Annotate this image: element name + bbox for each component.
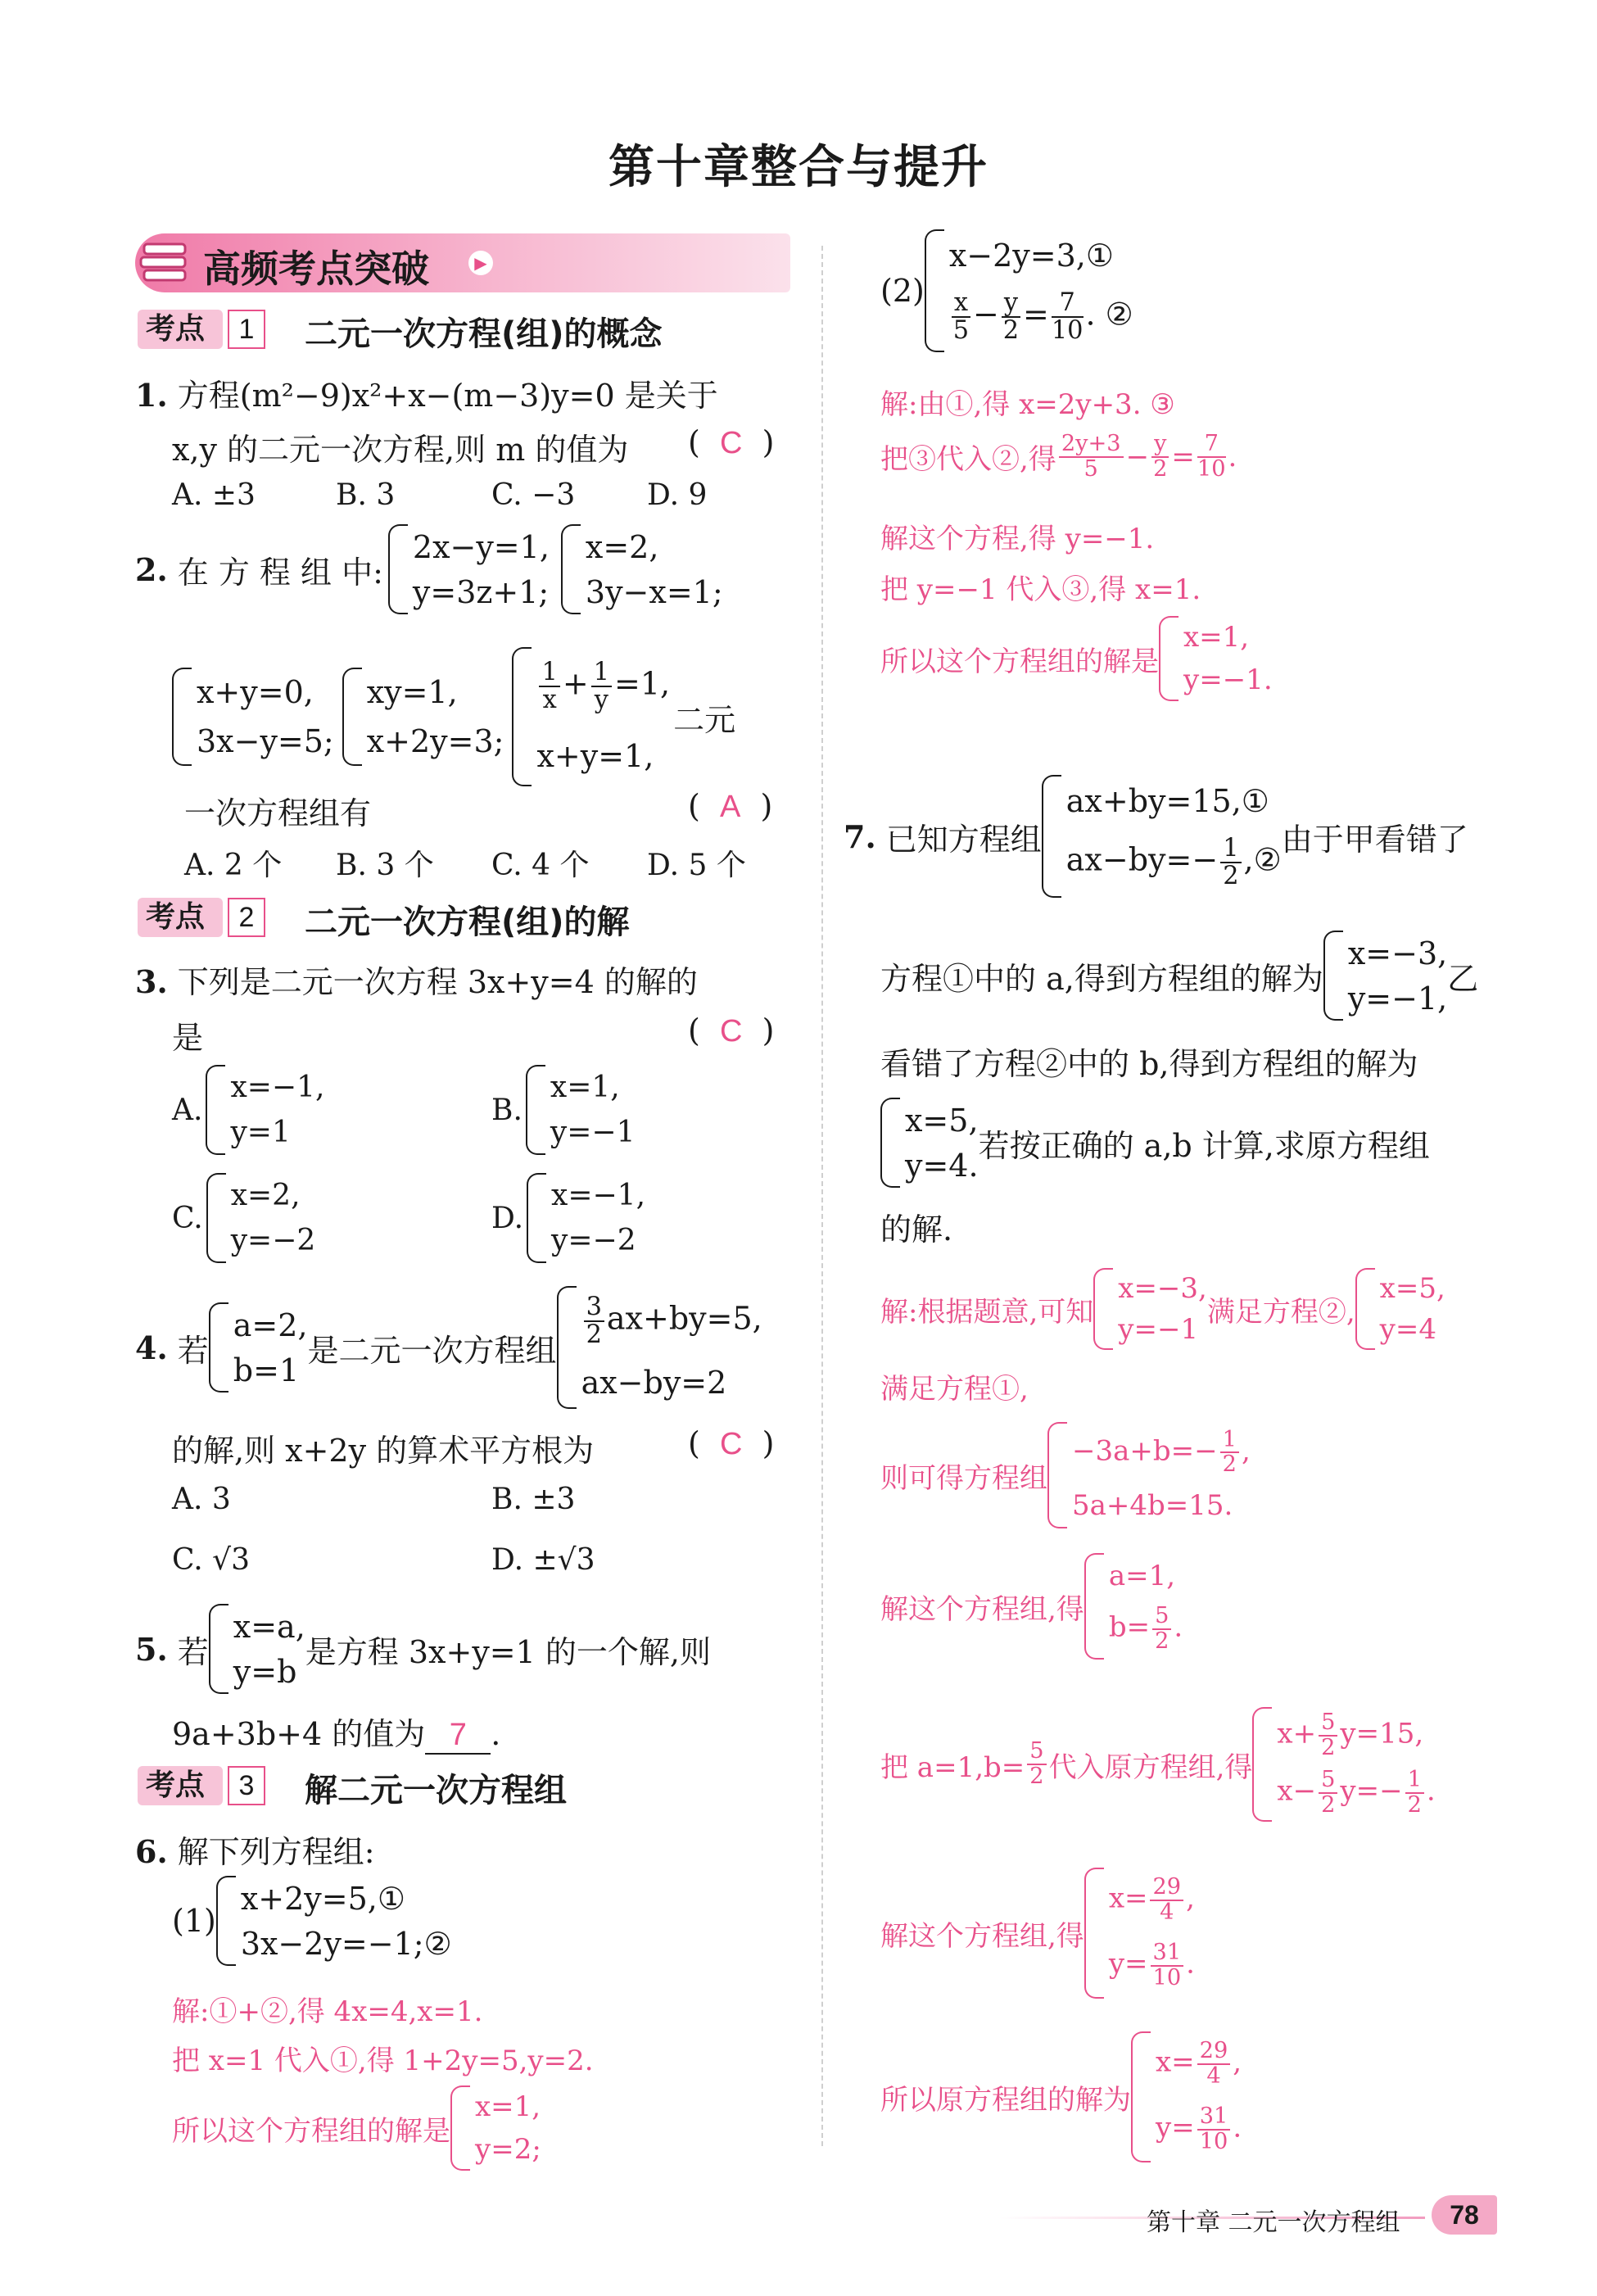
- option: B. 3: [336, 478, 396, 512]
- answer: A: [719, 790, 741, 824]
- question-7: 7. 已知方程组 ax+by=15,① ax−by=− $\frac{1}{2}$ ,② 由于甲看错了: [844, 775, 1468, 898]
- question-7-line4: x=5, y=4. 若按正确的 a,b 计算,求原方程组: [880, 1098, 1430, 1188]
- solution-line: 解:根据题意,可知 x=−3, y=−1 满足方程②, x=5, y=4: [880, 1268, 1445, 1350]
- page-number: 78: [1432, 2195, 1497, 2235]
- answer-bracket: ( C ): [688, 1425, 775, 1461]
- section-tag: 考点: [138, 1766, 223, 1805]
- column-divider: [821, 246, 823, 2146]
- solution-line: 解:由①,得 x=2y+3. ③: [880, 388, 1175, 421]
- question-5-line2: 9a+3b+4 的值为 7 .: [172, 1709, 500, 1755]
- solution-line: 解这个方程组,得 a=1, b= $\frac{5}{2}$ .: [880, 1553, 1183, 1660]
- section-tag: 考点: [138, 898, 223, 937]
- solution-line: 把 y=−1 代入③,得 x=1.: [880, 573, 1201, 606]
- option: D. x=−1, y=−2: [491, 1173, 645, 1263]
- section-title: 二元一次方程(组)的解: [305, 903, 630, 941]
- books-icon: [139, 239, 192, 287]
- equation-system: x+y=0, 3x−y=5;: [172, 668, 334, 766]
- solution-line: 解:①+②,得 4x=4,x=1.: [172, 1995, 483, 2028]
- solution-conclusion: 所以这个方程组的解是 x=1, y=−1.: [880, 616, 1273, 701]
- page-title: 第十章整合与提升: [608, 140, 989, 194]
- solution-conclusion: 所以这个方程组的解是 x=1, y=2;: [172, 2085, 541, 2171]
- solution-line: 所以原方程组的解为 x= $\frac{29}{4}$ , y= $\frac{31}{10}$ .: [880, 2031, 1242, 2162]
- option: A. x=−1, y=1: [172, 1065, 324, 1155]
- solution-line: 解这个方程,得 y=−1.: [880, 523, 1155, 555]
- solution-line: 则可得方程组 −3a+b=− $\frac{1}{2}$ , 5a+4b=15.: [880, 1422, 1251, 1528]
- answer-bracket: ( C ): [688, 424, 775, 460]
- option: B. ±3: [491, 1483, 576, 1516]
- section-tag: 考点: [138, 310, 223, 349]
- play-icon: ▶: [468, 251, 493, 275]
- footer-chapter: 第十章 二元一次方程组: [1147, 2208, 1400, 2237]
- question-7-line2: 方程①中的 a,得到方程组的解为 x=−3, y=−1, 乙: [880, 931, 1478, 1021]
- question-6-part1: (1) x+2y=5,① 3x−2y=−1;②: [172, 1876, 452, 1966]
- option: D. ±√3: [491, 1543, 595, 1577]
- solution-line: 把 a=1,b= $\frac{5}{2}$ 代入原方程组,得 x+ $\frac{5}{2}$ y=15, x− $\frac{5}{2}$ y=− $\frac{1}{2}$ .: [880, 1707, 1436, 1822]
- option: D. 5 个: [647, 849, 746, 882]
- question-1-line2: x,y 的二元一次方程,则 m 的值为: [172, 432, 629, 468]
- answer: C: [719, 1427, 743, 1461]
- answer: C: [719, 1014, 743, 1048]
- question-2-line3: 一次方程组有: [184, 795, 372, 831]
- question-3-line2: 是: [172, 1020, 204, 1056]
- question-3: 3. 下列是二元一次方程 3x+y=4 的解的: [135, 963, 698, 1000]
- equation-system: 2x−y=1, y=3z+1;: [388, 524, 550, 614]
- option: D. 9: [647, 478, 708, 512]
- question-2: 2. 在 方 程 组 中: 2x−y=1, y=3z+1; x=2, 3y−x=1;: [135, 524, 723, 614]
- equation-system: x=2, 3y−x=1;: [561, 524, 723, 614]
- solution-line: 把 x=1 代入①,得 1+2y=5,y=2.: [172, 2045, 594, 2077]
- question-5: 5. 若 x=a, y=b 是方程 3x+y=1 的一个解,则: [135, 1604, 711, 1694]
- option: C. 4 个: [491, 849, 590, 882]
- answer: C: [719, 426, 743, 460]
- section-tag-number: 2: [228, 898, 265, 937]
- question-4-line2: 的解,则 x+2y 的算术平方根为: [172, 1433, 595, 1469]
- option: C. x=2, y=−2: [172, 1173, 315, 1263]
- solution-line: 把③代入②,得 $\frac{2y+3}{5}$ − $\frac{y}{2}$ = $\frac{7}{10}$ .: [880, 431, 1237, 482]
- question-6: 6. 解下列方程组:: [135, 1833, 375, 1870]
- option: B. 3 个: [336, 849, 434, 882]
- question-7-line3: 看错了方程②中的 b,得到方程组的解为: [880, 1046, 1418, 1082]
- answer-bracket: ( A ): [688, 788, 773, 824]
- section-tag-number: 3: [228, 1766, 265, 1805]
- question-1: 1. 方程(m²−9)x²+x−(m−3)y=0 是关于: [135, 377, 718, 414]
- solution-line: 解这个方程组,得 x= $\frac{29}{4}$ , y= $\frac{31}{10}$ .: [880, 1868, 1195, 1999]
- question-2-line2: x+y=0, 3x−y=5; xy=1, x+2y=3; $\frac{1}{x}$ + $\frac{1}{y}$ =1, x+y=1, 二元: [172, 647, 735, 786]
- question-4: 4. 若 a=2, b=1 是二元一次方程组 $\frac{3}{2}$ ax+by=5, ax−by=2: [135, 1286, 762, 1409]
- section-title: 二元一次方程(组)的概念: [305, 315, 663, 353]
- answer-bracket: ( C ): [688, 1012, 775, 1048]
- section-title: 解二元一次方程组: [305, 1772, 567, 1809]
- question-6-part2: (2) x−2y=3,① $\frac{x}{5}$ − $\frac{y}{2}$ = $\frac{7}{10}$ . ②: [880, 229, 1133, 352]
- option: A. ±3: [172, 478, 256, 512]
- question-text: 方程(m²−9)x²+x−(m−3)y=0 是关于: [177, 378, 718, 414]
- option: A. 3: [172, 1483, 231, 1516]
- question-7-line5: 的解.: [880, 1211, 953, 1248]
- section-tag-number: 1: [228, 310, 265, 349]
- option: C. −3: [491, 478, 576, 512]
- option: B. x=1, y=−1: [491, 1065, 635, 1155]
- equation-system: $\frac{1}{x}$ + $\frac{1}{y}$ =1, x+y=1,: [512, 647, 670, 786]
- answer: 7: [449, 1718, 467, 1752]
- option: A. 2 个: [184, 849, 283, 882]
- banner-label: 高频考点突破: [203, 247, 429, 291]
- equation-system: xy=1, x+2y=3;: [342, 668, 504, 766]
- solution-line: 满足方程①,: [880, 1373, 1029, 1406]
- option: C. √3: [172, 1543, 250, 1577]
